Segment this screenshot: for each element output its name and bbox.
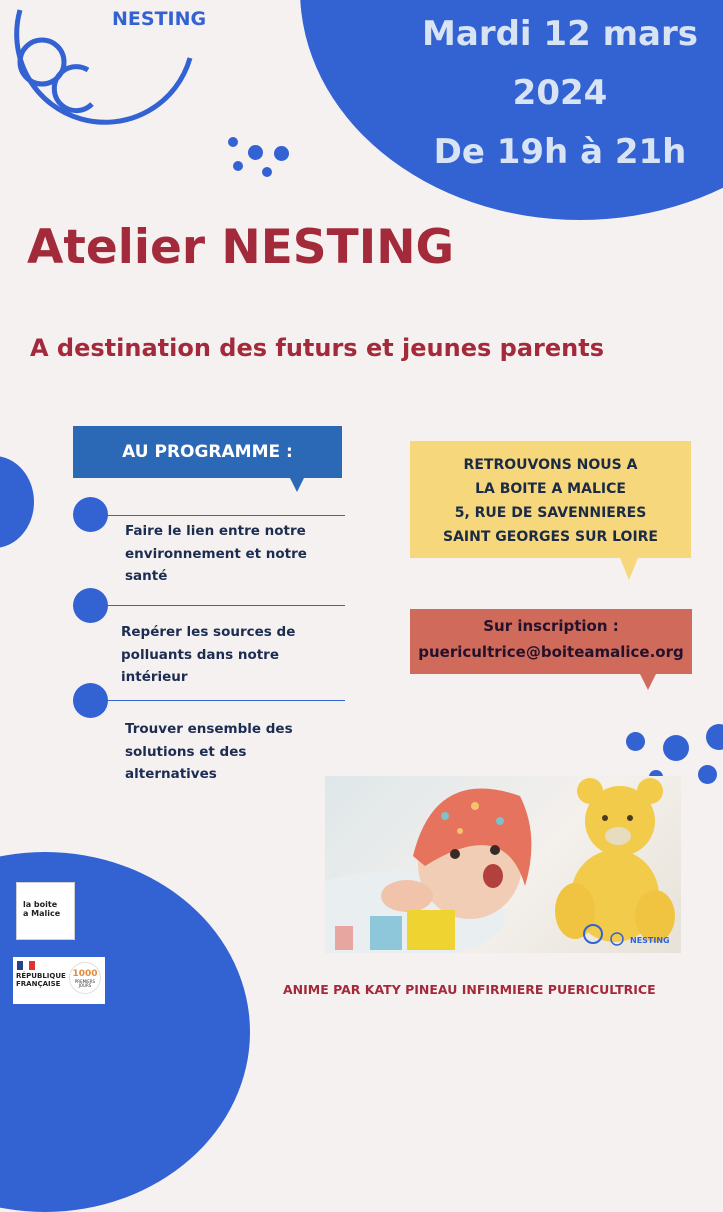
registration-label: Sur inscription : xyxy=(483,617,619,635)
photo-nesting-logo: NESTING xyxy=(630,936,670,945)
decor-dot xyxy=(698,765,717,784)
decor-dot xyxy=(274,146,289,161)
logo-text: NESTING xyxy=(112,8,207,30)
registration-email[interactable]: puericultrice@boiteamalice.org xyxy=(418,643,684,661)
decor-dot xyxy=(228,137,238,147)
baby-photo-illustration xyxy=(325,776,681,953)
decor-half-circle xyxy=(0,456,34,548)
location-line: 5, RUE DE SAVENNIERES xyxy=(454,505,647,521)
event-time: De 19h à 21h xyxy=(433,132,687,172)
registration-box-tail xyxy=(640,674,656,690)
footer-credit: ANIME PAR KATY PINEAU INFIRMIERE PUERICULTRICE xyxy=(283,982,656,997)
program-item: Trouver ensemble des solutions et des alternatives xyxy=(125,721,293,783)
location-line: RETROUVONS NOUS A xyxy=(463,457,638,473)
program-divider xyxy=(90,700,345,701)
republique-francaise-logo: RÉPUBLIQUE FRANÇAISE 1000 PREMIERS JOURS xyxy=(13,957,105,1004)
page-title: Atelier NESTING xyxy=(27,220,455,275)
1000-jours-logo: 1000 PREMIERS JOURS xyxy=(69,962,101,994)
decor-dot xyxy=(706,724,723,750)
boite-a-malice-logo: la boite a Malice xyxy=(16,882,75,940)
decor-dot xyxy=(262,167,272,177)
decor-dot xyxy=(626,732,645,751)
location-line: SAINT GEORGES SUR LOIRE xyxy=(443,529,658,545)
program-item: Repérer les sources de polluants dans notre intérieur xyxy=(121,624,296,686)
program-divider xyxy=(90,515,345,516)
decor-dot xyxy=(233,161,243,171)
decor-dot xyxy=(663,735,689,761)
event-date-line1: Mardi 12 mars xyxy=(422,14,698,54)
french-flag-icon xyxy=(17,961,35,970)
location-line: LA BOITE A MALICE xyxy=(475,481,626,497)
decor-dot xyxy=(248,145,263,160)
page-subtitle: A destination des futurs et jeunes parents xyxy=(30,334,604,362)
program-item: Faire le lien entre notre environnement et notre santé xyxy=(125,523,307,585)
baby-photo xyxy=(325,776,681,953)
program-heading: AU PROGRAMME : xyxy=(73,426,342,478)
program-divider xyxy=(90,605,345,606)
program-heading-tail xyxy=(290,478,304,492)
event-date-line2: 2024 xyxy=(512,73,608,113)
location-box-tail xyxy=(620,558,638,580)
